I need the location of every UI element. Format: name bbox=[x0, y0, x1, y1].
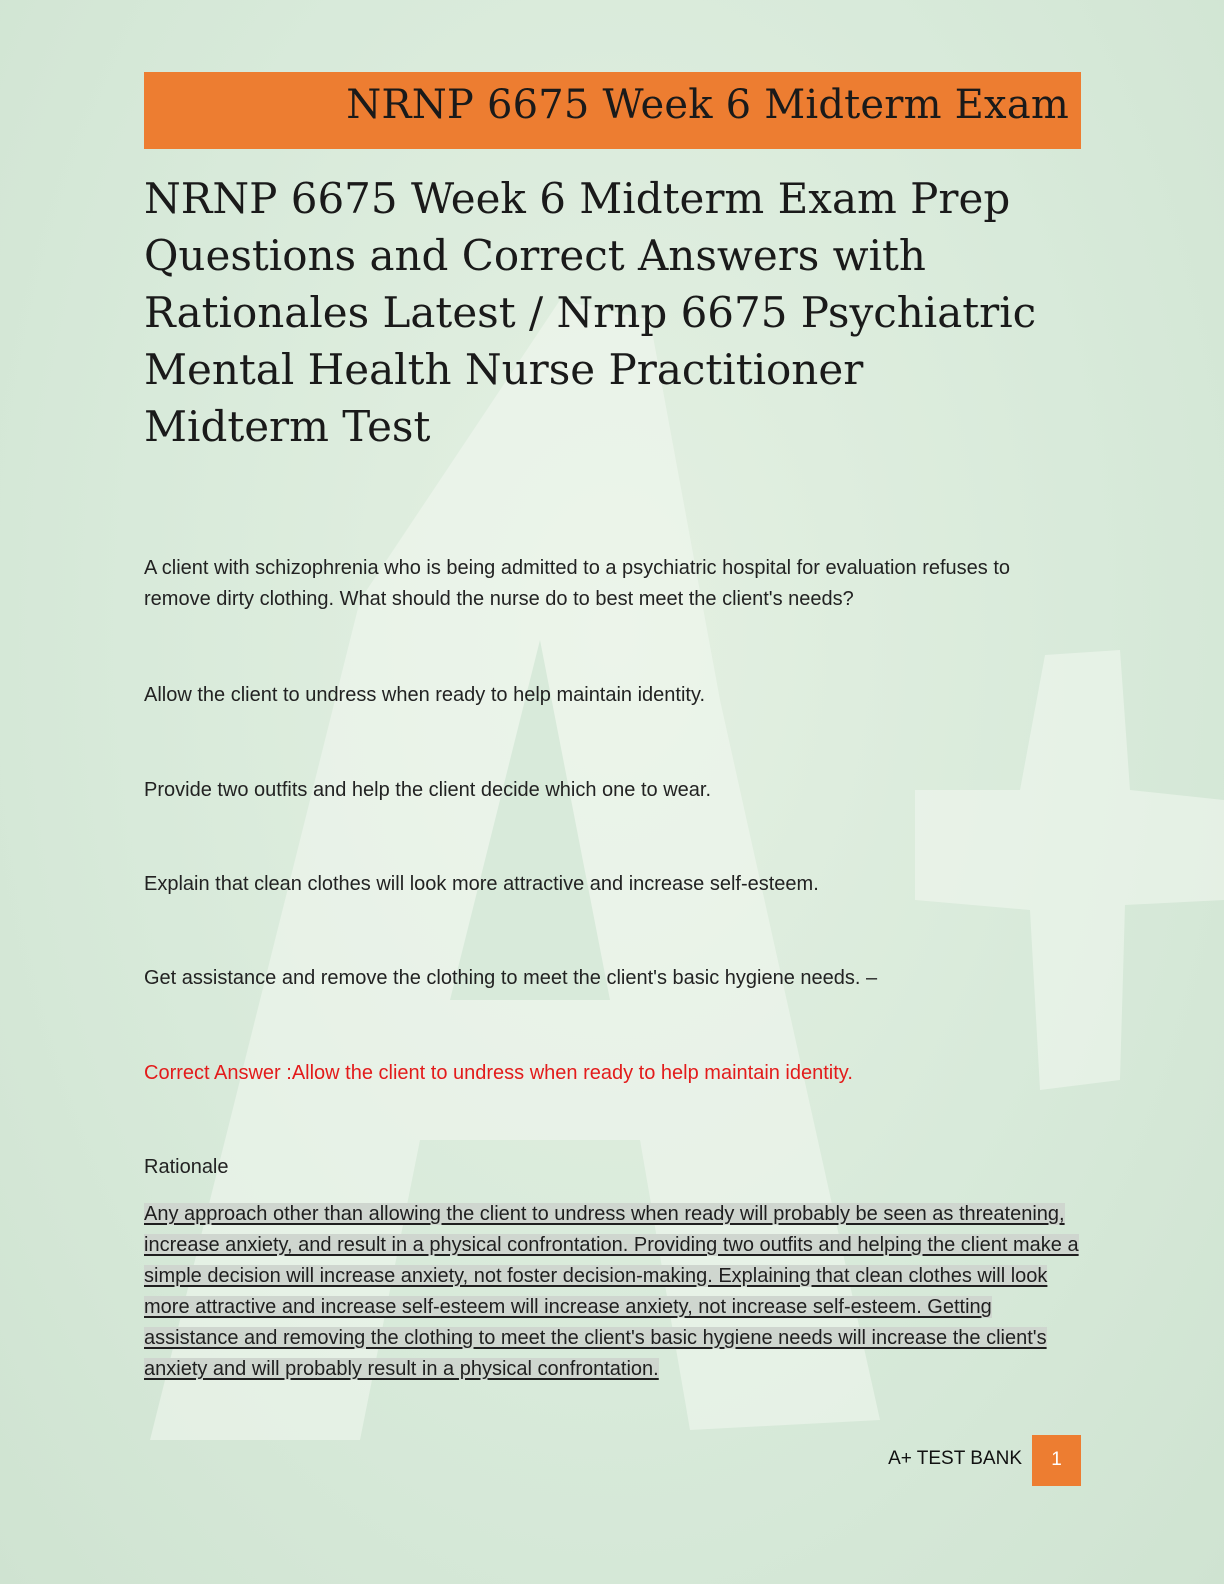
footer-label: A+ TEST BANK bbox=[888, 1448, 1022, 1469]
correct-answer: Correct Answer :Allow the client to undress when ready to help maintain identity. bbox=[144, 1062, 853, 1084]
rationale-label: Rationale bbox=[144, 1156, 229, 1178]
rationale-text-block bbox=[144, 1199, 1079, 1385]
header-title: NRNP 6675 Week 6 Midterm Exam bbox=[346, 82, 1069, 128]
rationale-text: Any approach other than allowing the client to undress when ready will probably be seen as threatening, increase anxiety, and result in a physical confrontation. Providing two outfits and helping the client make a simple decision will increase anxiety, not foster decision-making. Explaining that clean clothes will look more attractive and increase self-esteem will increase anxiety, not increase self-esteem. Getting assistance and removing the clothing to meet the client's basic hygiene needs will increase the client's anxiety and will probably result in a physical confrontation. bbox=[144, 1203, 1079, 1380]
answer-option-4: Get assistance and remove the clothing to meet the client's basic hygiene needs. – bbox=[144, 967, 878, 989]
answer-option-3: Explain that clean clothes will look more attractive and increase self-esteem. bbox=[144, 873, 819, 895]
page-number: 1 bbox=[1051, 1449, 1062, 1470]
answer-option-2: Provide two outfits and help the client decide which one to wear. bbox=[144, 779, 712, 801]
answer-option-1: Allow the client to undress when ready to help maintain identity. bbox=[144, 684, 706, 706]
question-text: A client with schizophrenia who is being admitted to a psychiatric hospital for evaluation refuses to remove dirty clothing. What should the nurse do to best meet the client's needs? bbox=[144, 557, 1011, 610]
page-number-box bbox=[1032, 1435, 1081, 1486]
document-title: NRNP 6675 Week 6 Midterm Exam Prep Questions and Correct Answers with Rationales Latest / Nrnp 6675 Psychiatric Mental Health Nurse Practitioner Midterm Test bbox=[144, 174, 1037, 451]
header-bar bbox=[144, 72, 1081, 149]
